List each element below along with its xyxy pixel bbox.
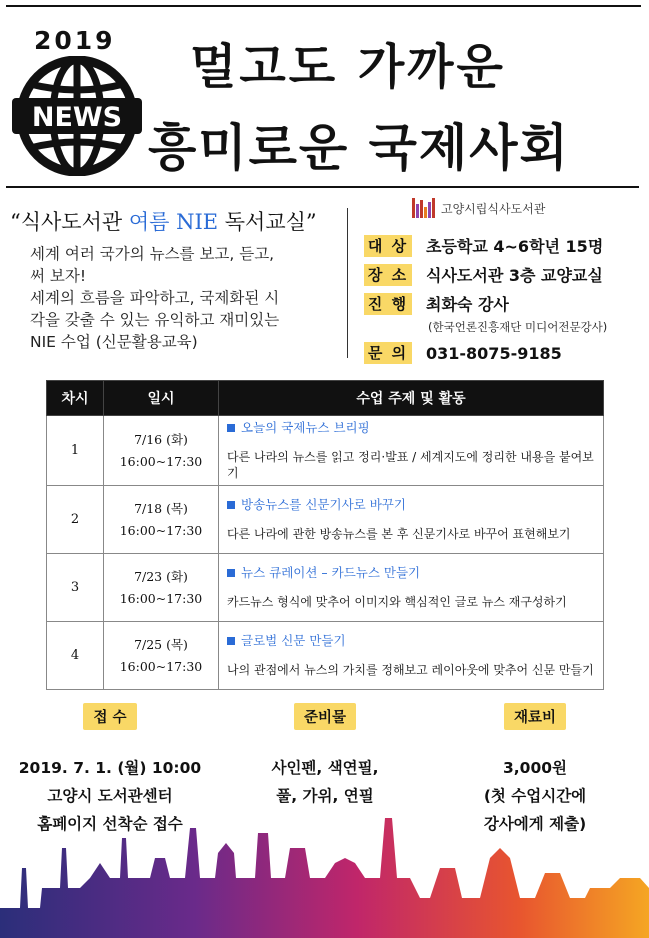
session-time: 16:00~17:30 <box>119 590 203 606</box>
session-date: 7/25 (목) <box>134 636 188 652</box>
desc-line: NIE 수업 (신문활용교육) <box>30 333 198 351</box>
contact-value: 031-8075-9185 <box>426 343 562 363</box>
session-activity <box>219 416 604 486</box>
register-line: 고양시 도서관센터 <box>47 787 173 805</box>
session-topic: 오늘의 국제뉴스 브리핑 <box>227 420 595 436</box>
schedule-table <box>46 380 604 690</box>
library-bars-icon <box>412 198 436 218</box>
program-description <box>30 243 330 353</box>
session-datetime <box>104 416 219 486</box>
info-place <box>364 263 603 286</box>
supplies-label: 준비물 <box>294 703 356 730</box>
bullet-icon <box>227 424 235 432</box>
lead-tag: 진 행 <box>364 293 412 315</box>
session-activity <box>219 554 604 622</box>
lead-note: (한국언론진흥재단 미디어전문강사) <box>428 320 608 334</box>
session-datetime <box>104 554 219 622</box>
session-date: 7/16 (화) <box>134 431 188 447</box>
session-datetime <box>104 486 219 554</box>
supplies-line: 사인펜, 색연필, <box>271 759 379 777</box>
main-title-line2: 흥미로운 국제사회 <box>148 119 570 177</box>
session-time: 16:00~17:30 <box>119 453 203 469</box>
world-landmarks-skyline <box>0 808 649 938</box>
register-line: 2019. 7. 1. (월) 10:00 <box>18 759 202 777</box>
info-contact <box>364 342 562 364</box>
supplies-column <box>230 703 420 810</box>
fee-label: 재료비 <box>504 703 566 730</box>
news-logo-text: NEWS <box>31 102 123 133</box>
bullet-icon <box>227 637 235 645</box>
session-date: 7/18 (목) <box>134 500 188 516</box>
table-row <box>47 622 604 690</box>
lead-value: 최화숙 강사 <box>426 295 509 314</box>
session-activity <box>219 486 604 554</box>
session-topic: 뉴스 큐레이션 – 카드뉴스 만들기 <box>227 565 595 581</box>
bullet-icon <box>227 501 235 509</box>
session-date: 7/23 (화) <box>134 568 188 584</box>
desc-line: 써 보자! <box>30 267 87 285</box>
fee-line: (첫 수업시간에 <box>483 787 587 805</box>
table-row <box>47 486 604 554</box>
place-tag: 장 소 <box>364 264 412 286</box>
program-title <box>10 206 317 236</box>
session-time: 16:00~17:30 <box>119 522 203 538</box>
target-tag: 대 상 <box>364 235 412 257</box>
table-row <box>47 416 604 486</box>
library-name: 고양시립식사도서관 <box>441 201 546 216</box>
desc-line: 각을 갖출 수 있는 유익하고 재미있는 <box>30 311 280 329</box>
section-rule <box>6 186 639 188</box>
session-topic: 방송뉴스를 신문기사로 바꾸기 <box>227 497 595 513</box>
library-logo <box>412 198 545 218</box>
session-time: 16:00~17:30 <box>119 658 203 674</box>
bullet-icon <box>227 569 235 577</box>
header-session: 차시 <box>47 381 104 416</box>
fee-line: 3,000원 <box>502 759 567 777</box>
info-target <box>364 234 603 257</box>
main-title-line1: 멀고도 가까운 <box>190 39 506 95</box>
program-title-prefix: “식사도서관 <box>10 210 129 234</box>
session-topic: 글로벌 신문 만들기 <box>227 633 595 649</box>
session-number: 2 <box>47 486 104 554</box>
top-rule <box>6 5 641 7</box>
place-value: 식사도서관 3층 교양교실 <box>426 266 603 285</box>
info-lead <box>364 292 509 315</box>
supplies-line: 풀, 가위, 연필 <box>276 787 374 805</box>
news-globe-icon <box>12 56 142 176</box>
contact-tag: 문 의 <box>364 342 412 364</box>
target-value: 초등학교 4~6학년 15명 <box>426 237 604 256</box>
session-datetime <box>104 622 219 690</box>
desc-line: 세계의 흐름을 파악하고, 국제화된 시 <box>30 289 280 307</box>
session-activity-text: 다른 나라에 관한 방송뉴스를 본 후 신문기사로 바꾸어 표현해보기 <box>227 527 571 541</box>
header-datetime: 일시 <box>104 381 219 416</box>
year-label: 2019 <box>34 26 116 55</box>
table-header-row <box>47 381 604 416</box>
desc-line: 세계 여러 국가의 뉴스를 보고, 듣고, <box>30 245 275 263</box>
session-activity-text: 카드뉴스 형식에 맞추어 이미지와 핵심적인 글로 뉴스 재구성하기 <box>227 595 567 609</box>
column-divider <box>347 208 348 358</box>
program-title-suffix: 독서교실” <box>218 210 317 234</box>
session-number: 3 <box>47 554 104 622</box>
session-number: 1 <box>47 416 104 486</box>
session-number: 4 <box>47 622 104 690</box>
session-activity-text: 다른 나라의 뉴스를 읽고 정리·발표 / 세계지도에 정리한 내용을 붙여보기 <box>227 450 594 480</box>
program-title-highlight: 여름 NIE <box>128 210 219 234</box>
header-topic: 수업 주제 및 활동 <box>219 381 604 416</box>
register-label: 접 수 <box>83 703 136 730</box>
session-activity-text: 나의 관점에서 뉴스의 가치를 정해보고 레이아웃에 맞추어 신문 만들기 <box>227 663 594 677</box>
session-activity <box>219 622 604 690</box>
fee-line: 강사에게 제출) <box>483 815 587 833</box>
register-line: 홈페이지 선착순 접수 <box>37 815 183 833</box>
table-row <box>47 554 604 622</box>
